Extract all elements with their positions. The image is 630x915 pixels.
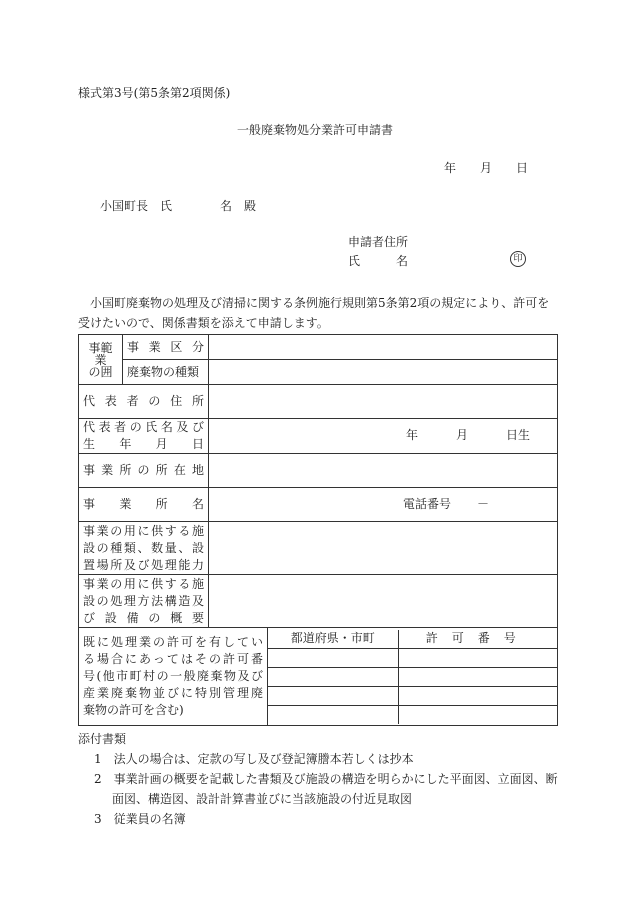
addressee-dono: 殿 (244, 199, 257, 213)
permit-number-header: 許可番号 (398, 630, 557, 649)
application-table (78, 334, 558, 726)
addressee-uji: 氏 (160, 199, 173, 213)
facility-line-3: 置場所及び処理能力 (83, 557, 204, 572)
office-location-label: 事業所の所在地 (79, 454, 209, 488)
existing-permit-label (79, 628, 268, 726)
facility-label (79, 522, 209, 575)
facility-field[interactable] (209, 522, 558, 575)
birth-year-label: 年 (406, 428, 419, 442)
office-name-label: 事業所名 (79, 488, 209, 522)
business-category-field[interactable] (209, 335, 558, 360)
existing-line-3: 号(他市町村の一般廃棄物及び (83, 669, 263, 683)
birth-day-label: 日生 (506, 428, 531, 442)
facility-line-1: 事業の用に供する施 (83, 523, 204, 538)
attachment-item (86, 749, 558, 769)
rep-address-label: 代表者の住所 (79, 385, 209, 419)
birth-month-label: 月 (456, 428, 469, 442)
rep-name-line-1: 代表者の氏名及び (83, 420, 204, 434)
attachment-item-text: 従業員の名簿 (113, 812, 186, 826)
method-field[interactable] (209, 575, 558, 628)
attachment-item (86, 769, 558, 809)
rep-address-field[interactable] (209, 385, 558, 419)
pref-city-header: 都道府県・市町 (268, 630, 398, 649)
pref-city-cell[interactable] (268, 648, 398, 667)
rep-name-field[interactable] (209, 419, 558, 454)
phone-dash: － (477, 497, 490, 511)
attachment-item-number: 2 (94, 772, 102, 786)
attachment-item-number: 1 (94, 752, 102, 766)
existing-line-2: る場合にあってはその許可番 (83, 652, 263, 666)
pref-city-cell[interactable] (268, 705, 398, 724)
attachment-item (86, 809, 558, 829)
attachments-heading: 添付書類 (78, 732, 127, 746)
intro-paragraph: 小国町廃棄物の処理及び清掃に関する条例施行規則第5条第2項の規定により、許可を受けたいので、関係書類を添えて申請します。 (78, 296, 550, 330)
scope-label-line-2: の囲 (88, 364, 113, 379)
facility-line-2: 設の種類、数量、設 (83, 540, 204, 555)
office-name-field[interactable] (209, 488, 558, 522)
date-month-label: 月 (480, 161, 493, 175)
addressee-name: 小国町長 (100, 199, 149, 213)
applicant-name-label-2: 名 (396, 254, 409, 268)
rep-name-line-2: 生年月日 (83, 437, 204, 451)
attachment-item-text: 事業計画の概要を記載した書類及び施設の構造を明らかにした平面図、立面図、断面図、構造図、設計計算書並びに当該施設の付近見取図 (112, 772, 558, 806)
attachments-section (78, 729, 558, 829)
business-category-label: 事業区分 (123, 335, 209, 360)
method-line-2: 設の処理方法構造及 (83, 593, 204, 608)
waste-type-field[interactable] (209, 360, 558, 385)
attachment-item-number: 3 (94, 812, 102, 826)
permit-number-cell[interactable] (398, 705, 557, 724)
applicant-name-label-1: 氏 (348, 254, 361, 268)
office-location-field[interactable] (209, 454, 558, 488)
document-title: 一般廃棄物処分業許可申請書 (236, 123, 393, 137)
existing-line-5: 棄物の許可を含む) (83, 703, 184, 717)
rep-name-label (79, 419, 209, 454)
waste-type-label: 廃棄物の種類 (123, 360, 209, 385)
existing-line-1: 既に処理業の許可を有してい (83, 635, 263, 649)
scope-label-line-1: 事範業 (88, 340, 113, 367)
date-year-label: 年 (444, 161, 457, 175)
pref-city-cell[interactable] (268, 667, 398, 686)
phone-label: 電話番号 (403, 497, 452, 511)
method-label (79, 575, 209, 628)
permit-number-cell[interactable] (398, 686, 557, 705)
permit-number-cell[interactable] (398, 667, 557, 686)
form-number: 様式第3号(第5条第2項関係) (78, 86, 231, 100)
date-day-label: 日 (516, 161, 529, 175)
addressee-mei: 名 (220, 199, 233, 213)
method-line-1: 事業の用に供する施 (83, 576, 204, 591)
method-line-3: び設備の概要 (83, 610, 204, 625)
scope-label (79, 335, 123, 385)
pref-city-cell[interactable] (268, 686, 398, 705)
applicant-address-label: 申請者住所 (348, 235, 409, 249)
existing-permit-subtable (268, 628, 558, 726)
existing-line-4: 産業廃棄物並びに特別管理廃 (83, 686, 263, 700)
permit-number-cell[interactable] (398, 648, 557, 667)
seal-mark: 印 (510, 251, 526, 267)
attachment-item-text: 法人の場合は、定款の写し及び登記簿謄本若しくは抄本 (113, 752, 414, 766)
